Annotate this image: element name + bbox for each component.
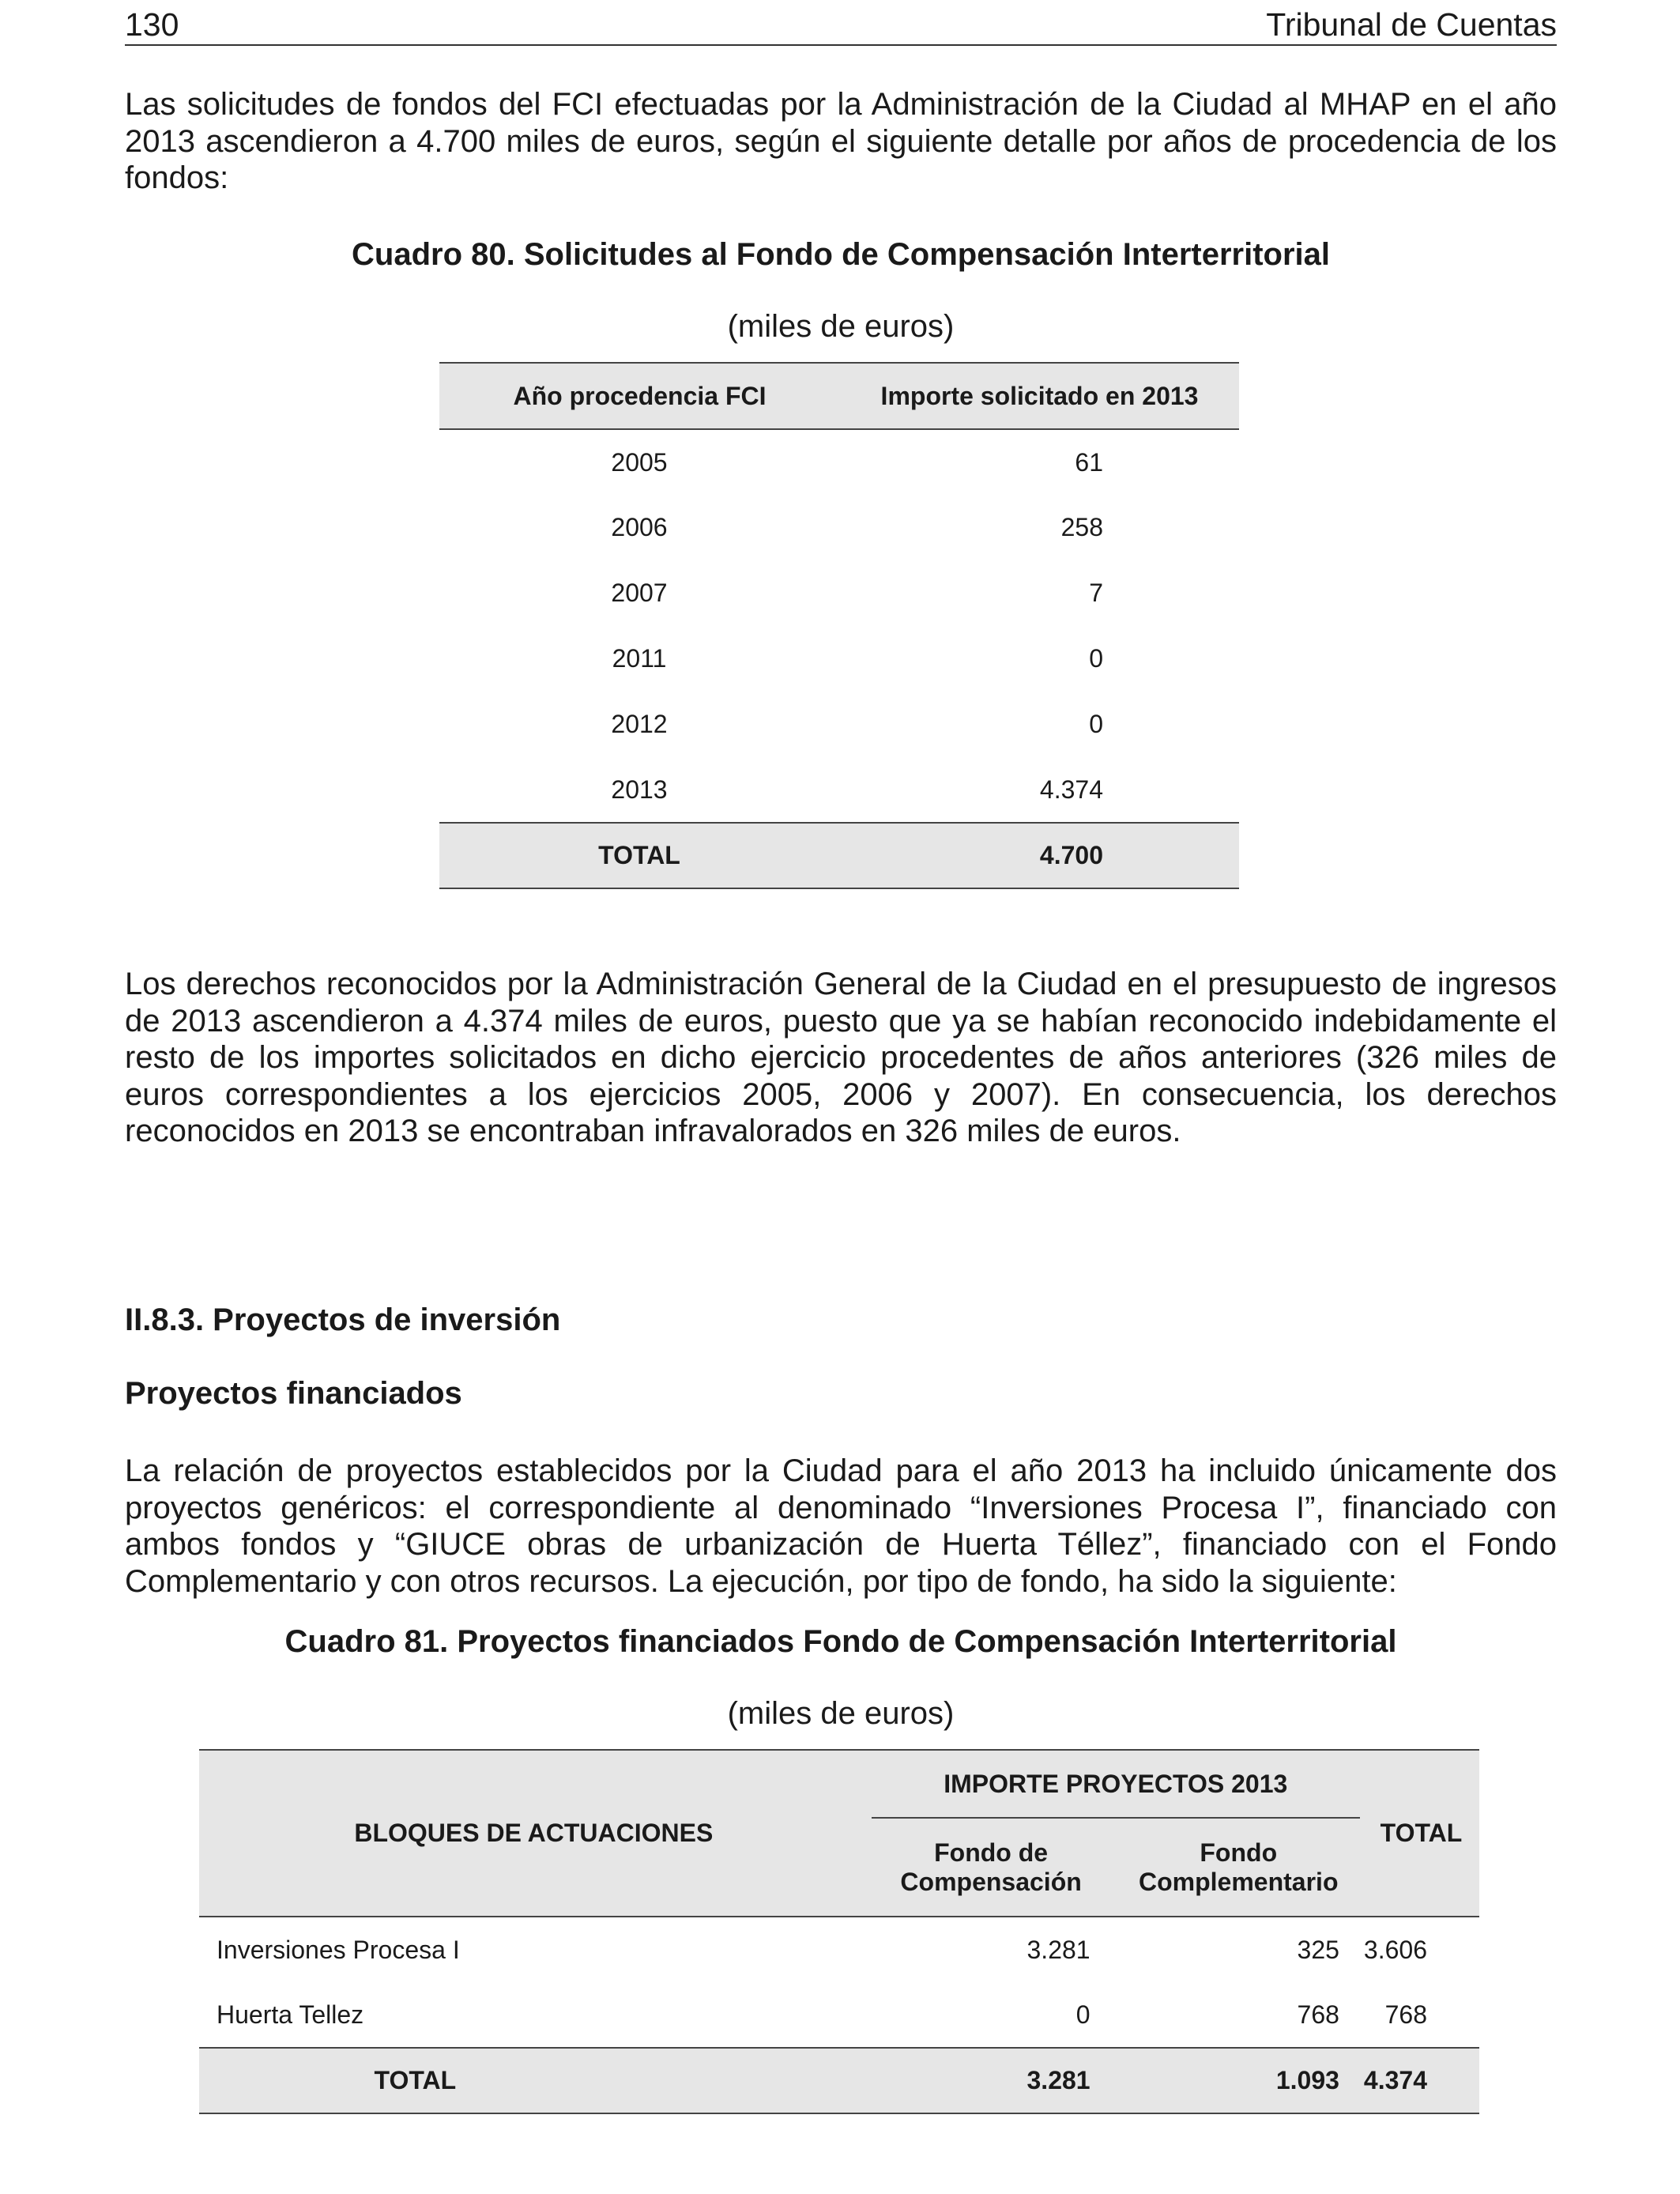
year-cell: 2005: [611, 447, 668, 477]
amount-cell: 258: [1060, 513, 1103, 541]
total-row: [199, 2048, 1479, 2113]
page-header: [125, 5, 1557, 46]
total-amount: 4.700: [840, 823, 1239, 888]
column-group-header: [868, 1750, 1363, 1819]
header-line: Fondo: [1200, 1838, 1278, 1867]
year-cell: 2013: [611, 775, 668, 804]
organization-name: Tribunal de Cuentas: [1266, 6, 1557, 43]
header-line: Fondo de: [934, 1838, 1049, 1867]
table-header-row: [439, 363, 1239, 429]
column-header-year: Año procedencia FCI: [439, 363, 840, 429]
table-row: [439, 757, 1239, 823]
column-header-total: TOTAL: [1380, 1819, 1463, 1847]
table-row: [439, 429, 1239, 495]
table-header-row: [199, 1750, 1479, 1819]
header-line: Complementario: [1139, 1867, 1339, 1896]
amount-cell: 0: [1089, 710, 1103, 738]
header-line: Compensación: [900, 1867, 1082, 1896]
total-fondo-compensacion: 3.281: [868, 2048, 1114, 2113]
table-80-caption: Cuadro 80. Solicitudes al Fondo de Compensación Interterritorial: [352, 237, 1330, 272]
amount-cell: 61: [1075, 447, 1103, 477]
total-total: 4.374: [1363, 2048, 1479, 2113]
subsection-heading: Proyectos financiados: [125, 1376, 462, 1411]
projects-paragraph: La relación de proyectos establecidos por la Ciudad para el año 2013 ha incluido únicamente dos proyectos genéricos: el correspondiente al denominado “Inversiones Procesa I”, financiado con ambos fondos y “GIUCE obras de urbanización de Huerta Téllez”, financiado con el Fondo Complementario y con otros recursos. La ejecución, por tipo de fondo, ha sido la siguiente:: [125, 1453, 1557, 1599]
table-row: [439, 692, 1239, 757]
fondo-complementario-cell: 768: [1297, 2000, 1339, 2029]
column-header-fondo-complementario: [1114, 1819, 1363, 1917]
table-row: [199, 1917, 1479, 1982]
amount-cell: 7: [1089, 579, 1103, 607]
section-heading: II.8.3. Proyectos de inversión: [125, 1302, 561, 1337]
fondo-compensacion-cell: 0: [1075, 2000, 1090, 2029]
page-number: 130: [125, 6, 179, 43]
amount-cell: 0: [1089, 644, 1103, 673]
column-header-blocks: BLOQUES DE ACTUACIONES: [354, 1819, 714, 1847]
year-cell: 2006: [611, 513, 668, 541]
table-row: [439, 495, 1239, 560]
intro-paragraph: Las solicitudes de fondos del FCI efectuadas por la Administración de la Ciudad al MHAP en el año 2013 ascendieron a 4.700 miles de euros, según el siguiente detalle por años de procedencia de los fondos:: [125, 87, 1557, 195]
fondo-complementario-cell: 325: [1297, 1935, 1339, 1964]
fondo-compensacion-cell: 3.281: [1026, 1935, 1090, 1964]
year-cell: 2012: [611, 710, 668, 738]
table-row: [439, 560, 1239, 626]
table-81: [199, 1749, 1479, 2114]
table-80-units: (miles de euros): [727, 309, 955, 344]
column-group-label: IMPORTE PROYECTOS 2013: [872, 1751, 1360, 1819]
total-row: [439, 823, 1239, 888]
table-81-caption: Cuadro 81. Proyectos financiados Fondo de Compensación Interterritorial: [284, 1624, 1397, 1659]
table-row: [199, 1982, 1479, 2048]
block-name-cell: Inversiones Procesa I: [217, 1935, 460, 1964]
rights-paragraph: Los derechos reconocidos por la Administración General de la Ciudad en el presupuesto de ingresos de 2013 ascendieron a 4.374 miles de euros, puesto que ya se habían reconocido indebidamente el resto de los importes solicitados en dicho ejercicio procedentes de años anteriores (326 miles de euros correspondientes a los ejercicios 2005, 2006 y 2007). En consecuencia, los derechos reconocidos en 2013 se encontraban infravalorados en 326 miles de euros.: [125, 967, 1557, 1148]
table-80: [439, 362, 1239, 889]
total-fondo-complementario: 1.093: [1114, 2048, 1363, 2113]
year-cell: 2007: [611, 579, 668, 607]
total-cell: 3.606: [1363, 1935, 1427, 1964]
amount-cell: 4.374: [1039, 775, 1103, 804]
total-cell: 768: [1384, 2000, 1427, 2029]
table-81-units: (miles de euros): [727, 1696, 955, 1731]
block-name-cell: Huerta Tellez: [217, 2000, 364, 2029]
year-cell: 2011: [612, 644, 667, 673]
total-label: TOTAL: [439, 823, 840, 888]
table-row: [439, 626, 1239, 692]
column-header-fondo-compensacion: [868, 1819, 1114, 1917]
total-label: TOTAL: [199, 2048, 868, 2113]
column-header-amount: Importe solicitado en 2013: [840, 363, 1239, 429]
